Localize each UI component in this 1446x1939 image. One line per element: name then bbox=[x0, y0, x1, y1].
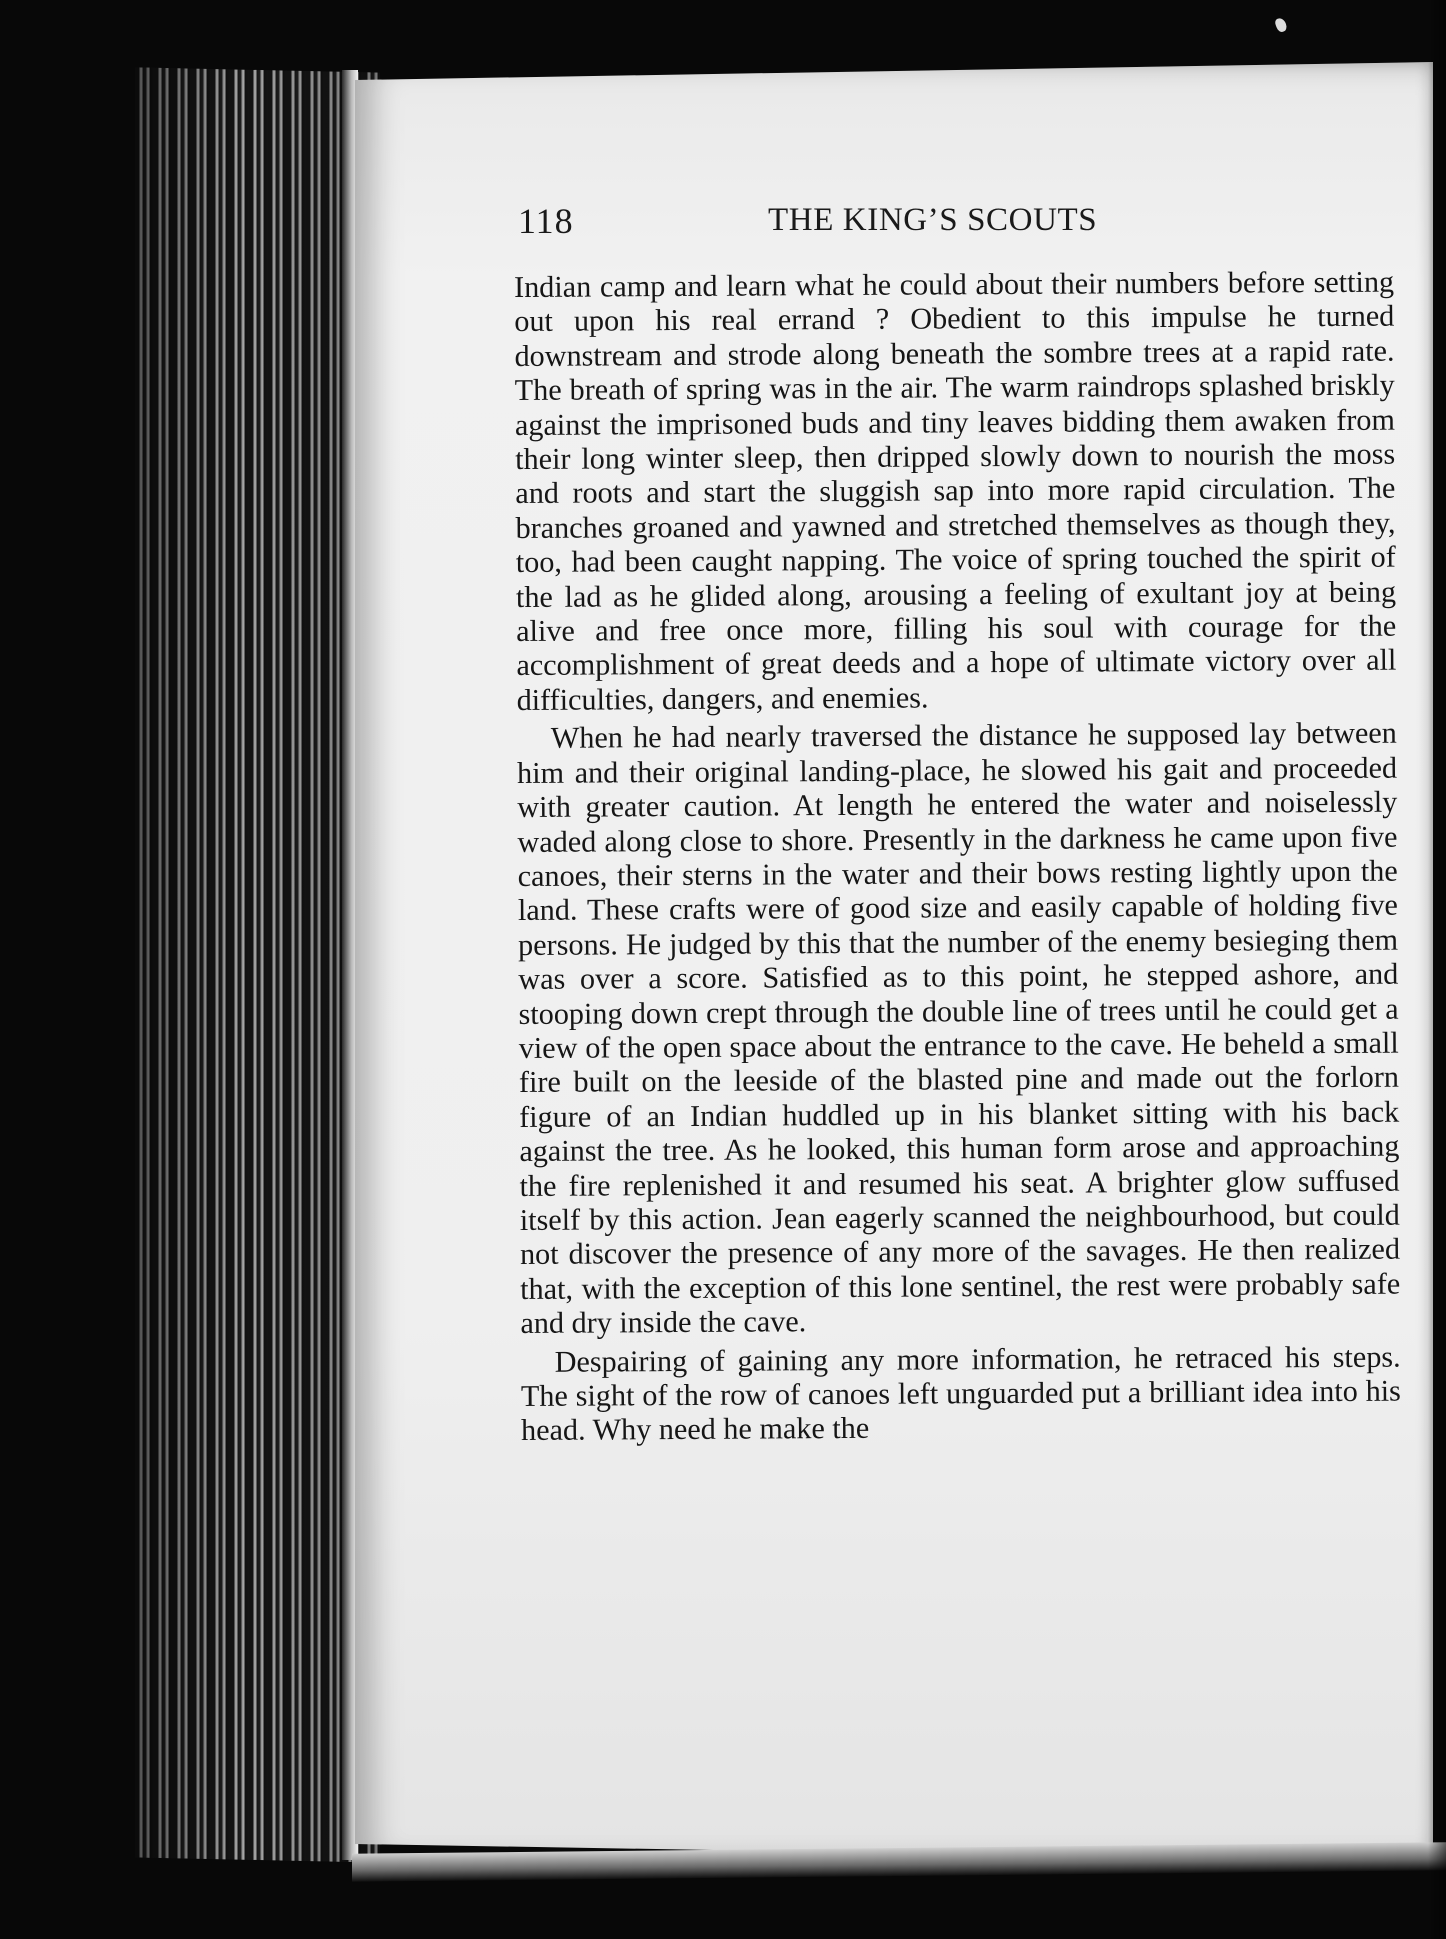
page-number: 118 bbox=[518, 201, 574, 241]
paragraph-2: When he had nearly traversed the distance he supposed lay between him and their original landing-place, he slowed his gait and proceeded with greater caution. At length he entered the water and noiselessly waded along close to shore. Presently in the darkness he came upon five canoes, their sterns in the water and their bows resting lightly upon the land. These crafts were of good size and easily capable of holding five persons. He judged by this that the number of the enemy besieging them was over a score. Satisfied as to this point, he stepped ashore, and stooping down crept through the double line of trees until he could get a view of the open space about the entrance to the cave. He beheld a small fire built on the leeside of the blasted pine and made out the forlorn figure of an Indian huddled up in his blanket sitting with his back against the tree. As he looked, this human form arose and approaching the fire replenished it and resumed his seat. A brighter glow suffused itself by this action. Jean eagerly scanned the neighbourhood, but could not discover the presence of any more of the savages. He then realized that, with the exception of this lone sentinel, the rest were probably safe and dry inside the cave. bbox=[516, 715, 1401, 1341]
scan-speck bbox=[1274, 17, 1288, 34]
running-head: THE KING’S SCOUTS bbox=[768, 202, 1098, 238]
page-header bbox=[518, 200, 1398, 246]
page-bottom-edge bbox=[352, 1842, 1446, 1881]
binding-shadow bbox=[1428, 0, 1446, 1939]
body-text bbox=[514, 265, 1401, 1448]
paragraph-1: Indian camp and learn what he could about their numbers before setting out upon his real errand ? Obedient to this impulse he turned downstream and strode along beneath the sombre trees at a rapid rate. The breath of spring was in the air. The warm raindrops splashed briskly against the imprisoned buds and tiny leaves bidding them awaken from their long winter sleep, then dripped slowly down to nourish the moss and roots and start the sluggish sap into more rapid circulation. The branches groaned and yawned and stretched themselves as though they, too, had been caught napping. The voice of spring touched the spirit of the lad as he glided along, arousing a feeling of exultant joy at being alive and free once more, filling his soul with courage for the accomplishment of great deeds and a hope of ultimate victory over all difficulties, dangers, and enemies. bbox=[514, 264, 1397, 717]
paragraph-3: Despairing of gaining any more information, he retraced his steps. The sight of the row of canoes left unguarded put a brilliant idea into his head. Why need he make the bbox=[520, 1339, 1401, 1448]
